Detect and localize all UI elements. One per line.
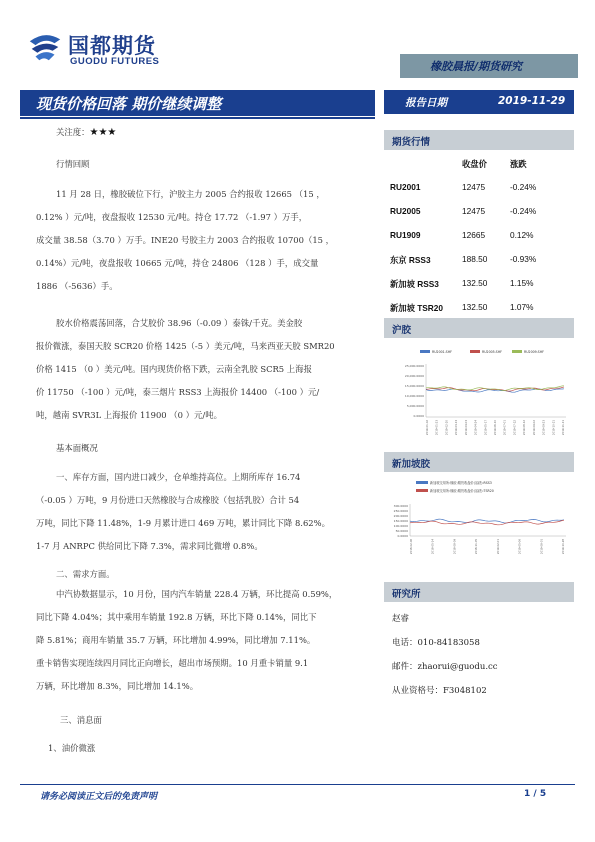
- spot-line: 价 11750 （-100 ）元/吨，泰三烟片 RSS3 上海报价 14400 （-100 ）元/: [36, 387, 320, 397]
- y-tick-label: 15,000.0000: [404, 384, 424, 388]
- x-tick-label: 2019-07-22: [513, 420, 517, 436]
- attention-rating: [56, 126, 116, 138]
- review-line: 0.12% ）元/吨，夜盘报收 12530 元/吨。持仓 17.72 （-1.97 ）万手，: [36, 212, 308, 222]
- table-row: [388, 226, 574, 250]
- demand-line: 重卡销售实现连续四月同比正向增长，超出市场预期。10 月重卡销量 9.1: [36, 658, 309, 668]
- legend-swatch: [512, 350, 522, 353]
- disclaimer-note: 请务必阅读正文后的免责声明: [40, 792, 158, 802]
- footer-divider: [20, 784, 575, 785]
- x-tick-label: 2019-08-12: [523, 420, 527, 436]
- review-line: 11 月 28 日，橡胶破位下行，沪胶主力 2005 合约报收 12665 （15 ，: [56, 189, 325, 199]
- price-change: 1.15%: [510, 278, 534, 288]
- brand-name-cn: 国都期货: [68, 33, 156, 58]
- table-header-row: [388, 154, 574, 178]
- star-icon: ★★★: [89, 127, 117, 138]
- spot-line: 吨，越南 SVR3L 上海报价 11900 （0 ）元/吨。: [36, 410, 222, 420]
- col-header-close: 收盘价: [462, 159, 487, 169]
- attention-label: 关注度：: [56, 127, 90, 137]
- legend-swatch: [416, 489, 428, 492]
- price-change: -0.24%: [510, 182, 537, 192]
- y-tick-label: 20,000.0000: [404, 374, 424, 378]
- x-tick-label: 2019-02-01: [496, 539, 500, 555]
- sgx-heading: 新加坡胶: [392, 459, 431, 470]
- y-tick-label: 10,000.0000: [404, 394, 424, 398]
- title-underline: [20, 117, 375, 119]
- legend-swatch: [470, 350, 480, 353]
- demand-line: 同比下降 4.04%；其中乘用车销量 192.8 万辆，环比下降 0.14%，同比下: [36, 612, 317, 622]
- legend-swatch: [420, 350, 430, 353]
- col-header-change: 涨跌: [510, 159, 527, 169]
- x-tick-label: 2018-08-09: [453, 539, 457, 555]
- y-axis: [405, 364, 424, 418]
- x-axis: [409, 539, 565, 554]
- contract-name: 东京 RSS3: [390, 255, 431, 265]
- x-tick-label: 2019-09-02: [532, 420, 536, 436]
- close-price: 132.50: [462, 302, 488, 312]
- demand-heading: 二、需求方面。: [56, 569, 115, 579]
- fundamental-heading: 基本面概况: [56, 443, 98, 453]
- x-tick-label: 2019-04-03: [464, 420, 468, 436]
- y-tick-label: 5,000.0000: [406, 404, 424, 408]
- x-tick-label: 2019-10-21: [552, 420, 556, 436]
- analyst-email[interactable]: 邮件：zhaorui@guodu.cc: [392, 662, 498, 672]
- inventory-line: 万吨，同比下降 11.48%，1-9 月累计进口 469 万吨，累计同比下降 8.62%。: [36, 518, 330, 528]
- analyst-license: 从业资格号：F3048102: [392, 686, 487, 696]
- x-tick-label: 2019-05-17: [484, 420, 488, 436]
- x-tick-label: 2019-10-28: [562, 539, 565, 555]
- legend-label: 新加坡交易所:橡胶:期货收盘价(活跃):TSR20: [430, 489, 494, 493]
- table-row: [388, 274, 574, 298]
- research-heading: 研究所: [392, 589, 421, 600]
- x-tick-label: 2019-04-24: [474, 420, 478, 436]
- y-tick-label: 250.0000: [393, 509, 408, 513]
- y-tick-label: 0.0000: [413, 414, 424, 418]
- chart-legend: [416, 480, 494, 493]
- price-change: 0.12%: [510, 230, 534, 240]
- inventory-paragraph: [36, 466, 372, 558]
- analyst-phone: 电话：010-84183058: [392, 638, 480, 648]
- shfe-price-chart: [386, 344, 574, 444]
- y-tick-label: 150.0000: [393, 519, 408, 523]
- shfe-panel-header: [384, 318, 574, 338]
- oil-heading: 1、油价微涨: [48, 743, 96, 753]
- y-tick-label: 300.0000: [393, 504, 408, 508]
- brand-name-en: GUODU FUTURES: [70, 56, 160, 67]
- spot-line: 价格 1415 （0 ）美元/吨。国内现货价格下跌，云南全乳胶 SCR5 上海报: [36, 364, 312, 374]
- x-tick-label: 2019-01-23: [435, 420, 439, 436]
- table-row: [388, 250, 574, 274]
- contract-name: 新加坡 TSR20: [390, 303, 444, 313]
- legend-label: RU2005.SHF: [482, 350, 502, 354]
- demand-line: 万辆，环比增加 8.3%，同比增加 14.1%。: [36, 681, 199, 691]
- review-line: 1886 （-5636）手。: [36, 281, 118, 291]
- demand-line: 中汽协数据显示，10 月份，国内汽车销量 228.4 万辆，环比提高 0.59%，: [56, 589, 338, 599]
- x-tick-label: 2018-02-06: [410, 539, 413, 555]
- legend-label: RU2009.SHF: [524, 350, 544, 354]
- spot-line: 报价微涨，泰国天胶 SCR20 价格 1425（-5 ）美元/吨，马来西亚天胶 SMR20: [36, 341, 335, 351]
- y-axis: [394, 504, 408, 538]
- spot-paragraph: [36, 312, 372, 427]
- report-title: 现货价格回落 期价继续调整: [36, 95, 222, 113]
- y-tick-label: 0.0000: [397, 534, 408, 538]
- review-line: 成交量 38.58（3.70 ）万手。INE20 号胶主力 2003 合约报收 10700（15 ，: [36, 235, 335, 245]
- x-tick-label: 2019-01-02: [426, 420, 429, 436]
- review-line: 0.14%）元/吨，夜盘报收 10665 元/吨，持仓 24806 （128 ）手，成交量: [36, 258, 319, 268]
- x-tick-label: 2019-06-10: [494, 420, 497, 436]
- x-tick-label: 2019-07-01: [503, 420, 507, 436]
- x-axis: [425, 420, 565, 435]
- close-price: 12665: [462, 230, 486, 240]
- futures-heading: 期货行情: [392, 137, 431, 148]
- page-number: 1 / 5: [524, 789, 547, 799]
- x-tick-label: 2019-11-11: [562, 420, 565, 436]
- close-price: 12475: [462, 206, 486, 216]
- contract-name: RU2001: [390, 182, 421, 192]
- price-change: -0.24%: [510, 206, 537, 216]
- chart-legend: [420, 350, 544, 354]
- inventory-line: （-0.05 ）万吨，9 月份进口天然橡胶与合成橡胶（包括乳胶）合计 54: [36, 495, 300, 505]
- legend-label: RU2001.SHF: [432, 350, 452, 354]
- x-tick-label: 2019-02-20: [445, 420, 449, 436]
- contract-name: RU1909: [390, 230, 421, 240]
- x-tick-label: 2018-11-05: [475, 539, 479, 555]
- report-category: 橡胶晨报/期货研究: [430, 60, 523, 73]
- x-tick-label: 2019-09-23: [542, 420, 546, 436]
- close-price: 12475: [462, 182, 486, 192]
- y-tick-label: 50.0000: [395, 529, 408, 533]
- futures-table: [388, 154, 574, 322]
- date-label: 报告日期: [405, 97, 447, 109]
- demand-line: 降 5.81%；商用车销量 35.7 万辆，环比增加 4.99%，同比增加 7.11%。: [36, 635, 316, 645]
- x-tick-label: 2019-08-01: [540, 539, 544, 555]
- demand-paragraph: [36, 583, 372, 698]
- inventory-line: 1-7 月 ANRPC 供给同比下降 7.3%，需求同比微增 0.8%。: [36, 541, 263, 551]
- shfe-heading: 沪胶: [392, 325, 412, 336]
- table-row: [388, 178, 574, 202]
- contract-name: RU2005: [390, 206, 421, 216]
- price-change: 1.07%: [510, 302, 534, 312]
- review-heading: 行情回顾: [56, 159, 90, 169]
- x-tick-label: 2018-05-14: [431, 539, 435, 555]
- close-price: 132.50: [462, 278, 488, 288]
- table-row: [388, 202, 574, 226]
- spot-line: 胶水价格震荡回落，合艾胶价 38.96（-0.09 ）泰铢/千克。美金胶: [56, 318, 303, 328]
- review-paragraph: [36, 183, 372, 298]
- date-value: 2019-11-29: [498, 95, 566, 107]
- x-tick-label: 2019-05-06: [518, 539, 522, 555]
- legend-swatch: [416, 481, 428, 484]
- guodu-logo-icon: [26, 28, 64, 66]
- y-tick-label: 200.0000: [393, 514, 408, 518]
- price-change: -0.93%: [510, 254, 537, 264]
- inventory-line: 一、库存方面，国内进口减少，仓单维持高位。上期所库存 16.74: [56, 472, 301, 482]
- news-heading: 三、消息面: [60, 715, 102, 725]
- y-tick-label: 100.0000: [393, 524, 408, 528]
- x-tick-label: 2019-03-13: [455, 420, 459, 436]
- legend-label: 新加坡交易所:橡胶:期货收盘价(活跃):RSS3: [430, 481, 492, 485]
- y-tick-label: 25,000.0000: [404, 364, 424, 368]
- contract-name: 新加坡 RSS3: [390, 279, 439, 289]
- close-price: 188.50: [462, 254, 488, 264]
- analyst-name: 赵睿: [392, 614, 410, 624]
- sgx-price-chart: [386, 476, 574, 572]
